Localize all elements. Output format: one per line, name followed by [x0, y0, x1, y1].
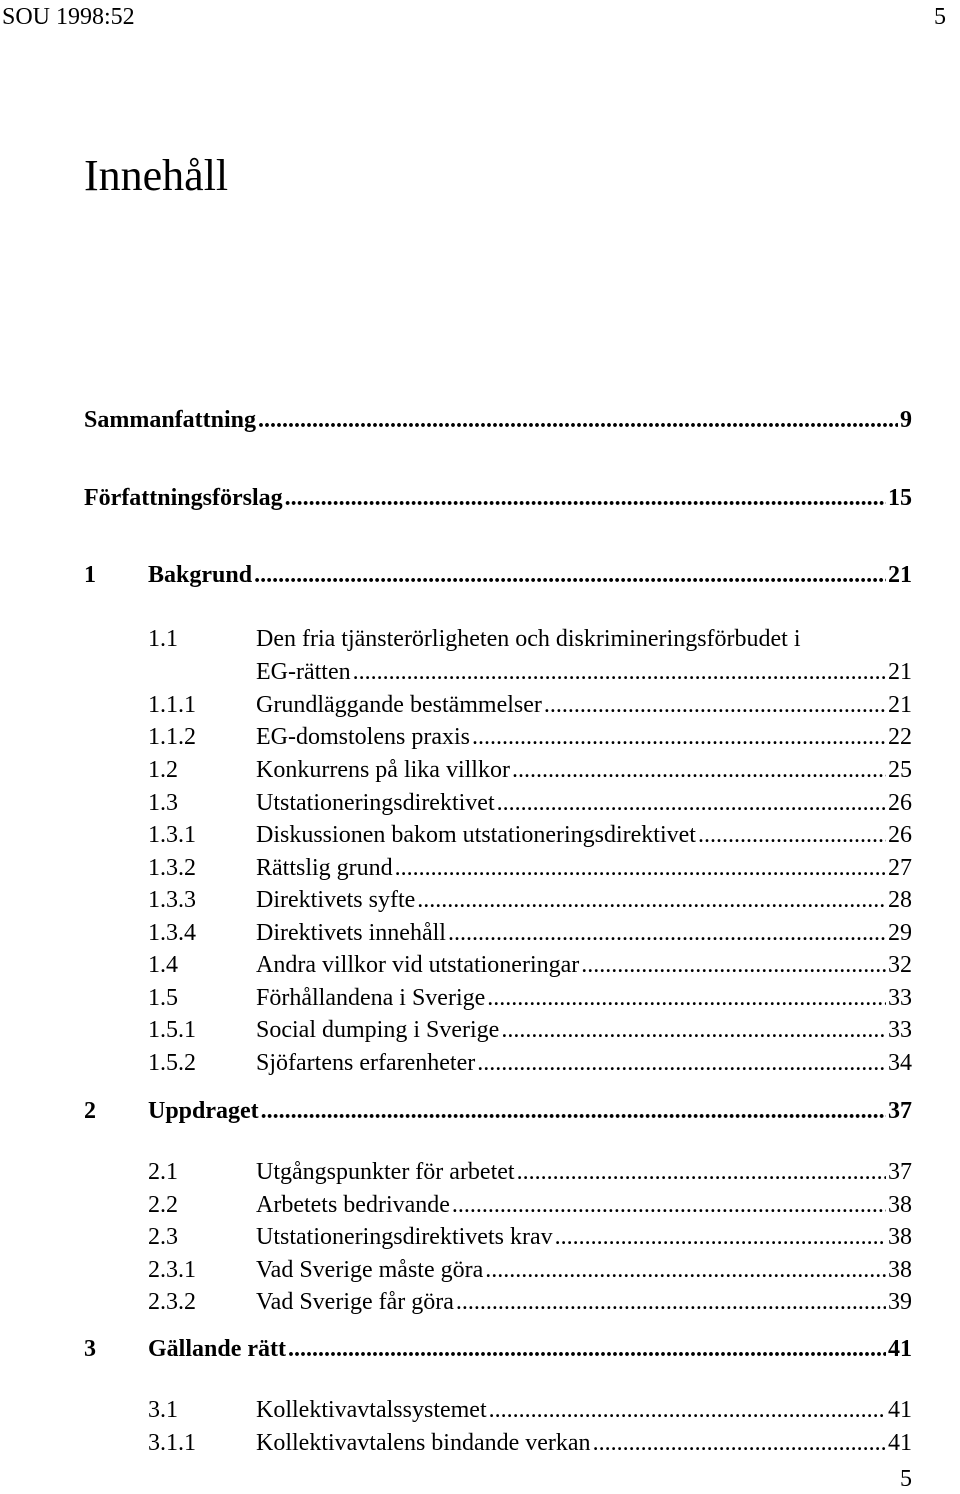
toc-chapter[interactable] — [84, 1094, 912, 1128]
toc-leader-dots — [353, 655, 886, 689]
toc-entry-label: Diskussionen bakom utstationeringsdirektivet — [256, 822, 696, 848]
toc-section[interactable] — [84, 622, 912, 656]
toc-leader-dots — [472, 720, 886, 754]
toc-entry-label: EG-domstolens praxis — [256, 724, 470, 750]
toc-chapter-number: 3 — [84, 1336, 96, 1362]
toc-leader-dots — [395, 851, 886, 885]
toc-section-number: 1.3.4 — [148, 920, 196, 946]
toc-section[interactable] — [84, 1046, 912, 1080]
toc-entry-page: 22 — [888, 724, 912, 750]
toc-entry[interactable] — [84, 481, 912, 515]
toc-entry-page: 41 — [888, 1430, 912, 1456]
toc-leader-dots — [456, 1285, 886, 1319]
toc-section[interactable] — [84, 851, 912, 885]
toc-chapter-number: 2 — [84, 1098, 96, 1124]
toc-leader-dots — [512, 753, 886, 787]
toc-entry-page: 38 — [888, 1192, 912, 1218]
toc-entry-label: Sammanfattning — [84, 407, 257, 433]
toc-section-number: 1.4 — [148, 952, 178, 978]
toc-section-number: 1.3.3 — [148, 887, 196, 913]
toc-leader-dots — [487, 981, 886, 1015]
toc-entry-label: Utstationeringsdirektivets krav — [256, 1224, 553, 1250]
toc-entry-page: 29 — [888, 920, 912, 946]
toc-entry-label: Konkurrens på lika villkor — [256, 757, 510, 783]
toc-entry-page: 26 — [888, 790, 912, 816]
running-header-page: 5 — [934, 4, 946, 30]
toc-entry-label: Kollektivavtalssystemet — [256, 1397, 487, 1423]
toc-leader-dots — [501, 1013, 886, 1047]
toc-entry-page: 34 — [888, 1050, 912, 1076]
toc-entry-page: 21 — [888, 692, 912, 718]
toc-entry-label: Uppdraget — [148, 1098, 259, 1124]
toc-chapter-number: 1 — [84, 562, 96, 588]
toc-section-number: 2.3 — [148, 1224, 178, 1250]
toc-section-number: 2.3.1 — [148, 1257, 196, 1283]
toc-section-number: 1.5.2 — [148, 1050, 196, 1076]
toc-section[interactable] — [84, 1426, 912, 1460]
toc-section[interactable] — [84, 981, 912, 1015]
toc-leader-dots — [555, 1220, 886, 1254]
toc-entry-label: Vad Sverige får göra — [256, 1289, 454, 1315]
toc-entry-label: Grundläggande bestämmelser — [256, 692, 542, 718]
toc-entry-label: Rättslig grund — [256, 855, 393, 881]
toc-entry-label: Arbetets bedrivande — [256, 1192, 450, 1218]
toc-entry-label: Vad Sverige måste göra — [256, 1257, 484, 1283]
toc-section[interactable] — [84, 753, 912, 787]
toc-leader-dots — [485, 1253, 886, 1287]
toc-section[interactable] — [84, 1253, 912, 1287]
toc-section[interactable] — [84, 720, 912, 754]
toc-entry-page: 28 — [888, 887, 912, 913]
toc-leader-dots — [448, 916, 886, 950]
toc-leader-dots — [517, 1155, 886, 1189]
toc-section[interactable] — [84, 1188, 912, 1222]
toc-leader-dots — [258, 403, 898, 437]
toc-section-number: 1.5 — [148, 985, 178, 1011]
toc-section[interactable] — [84, 1155, 912, 1189]
toc-entry-label: Utgångspunkter för arbetet — [256, 1159, 515, 1185]
toc-entry-page: 25 — [888, 757, 912, 783]
toc-section[interactable] — [84, 1013, 912, 1047]
toc-entry-page: 33 — [888, 985, 912, 1011]
toc-entry-page: 39 — [888, 1289, 912, 1315]
toc-section-number: 1.1 — [148, 626, 178, 652]
toc-entry-label: Andra villkor vid utstationeringar — [256, 952, 580, 978]
toc-entry-label: Direktivets syfte — [256, 887, 416, 913]
toc-entry-page: 33 — [888, 1017, 912, 1043]
toc-entry-label-continued: EG-rätten — [256, 659, 351, 685]
toc-section-number: 1.1.2 — [148, 724, 196, 750]
toc-section-number: 2.3.2 — [148, 1289, 196, 1315]
toc-section[interactable] — [84, 1220, 912, 1254]
toc-entry-page: 21 — [888, 562, 912, 588]
toc-entry-label: Utstationeringsdirektivet — [256, 790, 495, 816]
toc-section[interactable] — [84, 883, 912, 917]
toc-section-number: 3.1 — [148, 1397, 178, 1423]
toc-section[interactable] — [84, 688, 912, 722]
toc-entry-label: Förhållandena i Sverige — [256, 985, 486, 1011]
toc-entry-page: 37 — [888, 1159, 912, 1185]
toc-section-number: 1.1.1 — [148, 692, 196, 718]
toc-entry-page: 32 — [888, 952, 912, 978]
toc-leader-dots — [261, 1094, 886, 1128]
toc-entry-page: 41 — [888, 1336, 912, 1362]
toc-leader-dots — [593, 1426, 886, 1460]
toc-section-number: 1.3.2 — [148, 855, 196, 881]
toc-leader-dots — [417, 883, 886, 917]
page-title: Innehåll — [84, 151, 229, 200]
toc-section-number: 1.3.1 — [148, 822, 196, 848]
toc-entry-page: 37 — [888, 1098, 912, 1124]
toc-section-number: 2.1 — [148, 1159, 178, 1185]
toc-leader-dots — [288, 1332, 886, 1366]
toc-entry[interactable] — [84, 403, 912, 437]
toc-leader-dots — [489, 1393, 886, 1427]
running-header-left: SOU 1998:52 — [2, 4, 135, 30]
toc-entry-label: Kollektivavtalens bindande verkan — [256, 1430, 591, 1456]
toc-entry-label: Gällande rätt — [148, 1336, 286, 1362]
toc-chapter[interactable] — [84, 558, 912, 592]
toc-section-number: 1.5.1 — [148, 1017, 196, 1043]
toc-leader-dots — [497, 786, 886, 820]
toc-leader-dots — [452, 1188, 886, 1222]
toc-entry-label: Bakgrund — [148, 562, 253, 588]
toc-section[interactable] — [84, 818, 912, 852]
toc-section-number: 3.1.1 — [148, 1430, 196, 1456]
toc-section[interactable] — [84, 1285, 912, 1319]
toc-entry-page: 38 — [888, 1224, 912, 1250]
toc-section[interactable] — [84, 786, 912, 820]
toc-entry-page: 15 — [888, 485, 912, 511]
toc-entry-label: Social dumping i Sverige — [256, 1017, 500, 1043]
toc-entry-page: 41 — [888, 1397, 912, 1423]
toc-leader-dots — [544, 688, 886, 722]
toc-section[interactable] — [84, 1393, 912, 1427]
toc-entry-label: Direktivets innehåll — [256, 920, 446, 946]
toc-leader-dots — [254, 558, 886, 592]
toc-entry-label: Författningsförslag — [84, 485, 283, 511]
toc-leader-dots — [698, 818, 886, 852]
toc-section-continued[interactable] — [84, 655, 912, 689]
toc-section-number: 1.3 — [148, 790, 178, 816]
toc-entry-page: 27 — [888, 855, 912, 881]
toc-section-number: 1.2 — [148, 757, 178, 783]
toc-entry-page: 26 — [888, 822, 912, 848]
toc-section[interactable] — [84, 948, 912, 982]
toc-leader-dots — [285, 481, 886, 515]
toc-entry-page: 38 — [888, 1257, 912, 1283]
toc-entry-page: 9 — [900, 407, 912, 433]
toc-entry-page: 21 — [888, 659, 912, 685]
footer-page-number: 5 — [900, 1466, 912, 1492]
toc-entry-label: Den fria tjänsterörligheten och diskrimineringsförbudet i — [256, 626, 801, 652]
toc-leader-dots — [477, 1046, 886, 1080]
toc-chapter[interactable] — [84, 1332, 912, 1366]
toc-section[interactable] — [84, 916, 912, 950]
toc-entry-label: Sjöfartens erfarenheter — [256, 1050, 476, 1076]
toc-leader-dots — [581, 948, 886, 982]
toc-section-number: 2.2 — [148, 1192, 178, 1218]
